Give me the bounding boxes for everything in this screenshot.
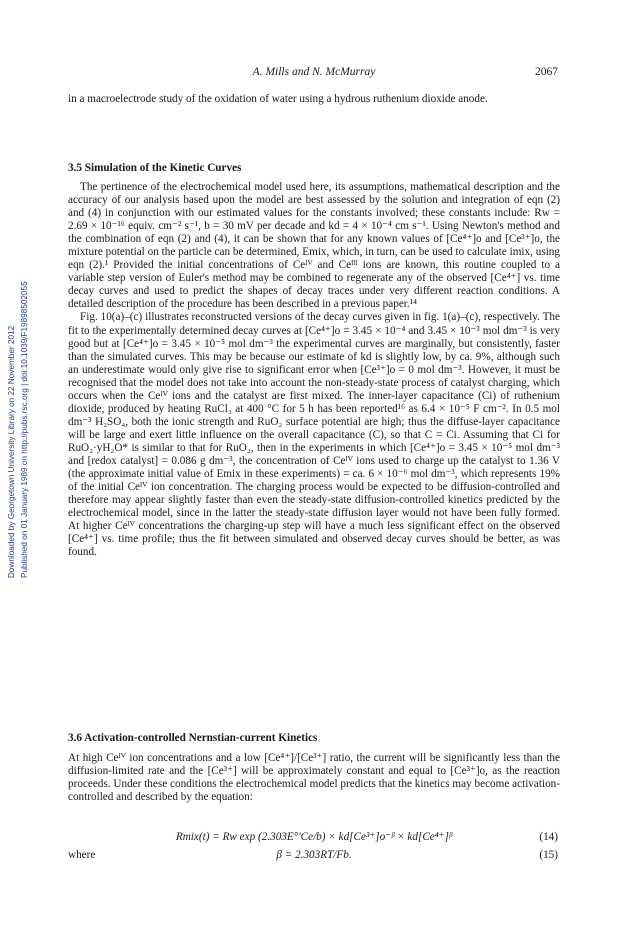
section-3-5-paragraph-2: Fig. 10(a)–(c) illustrates reconstructed versions of the decay curves given in fig. 1(a)–(c), respectively. The fit to the experimentally determined decay curves at [Ce⁴⁺]o = 3.45 × 10⁻⁴ and 3.45 × 10⁻³ mol dm⁻³ is very good but at [Ce⁴⁺]o = 3.45 × 10⁻⁵ mol dm⁻³ the experimental curves are marginally, but consistently, faster than the simulated curves. This may be because our estimate of kd is slightly low, by ca. 9%, although such an underestimate would only give rise to significant error when [Ce³⁺]o = 0 mol dm⁻³. However, it must be recognised that the model does not take into account the non-steady-state process of catalyst charging, which occurs when the Ceᴵⱽ ions and the catalyst are first mixed. The inner-layer capacitance (Ci) of ruthenium dioxide, produced by heating RuCl₃ at 400 °C for 5 h has been reported¹⁶ as 6.4 × 10⁻⁵ F cm⁻². In 0.5 mol dm⁻³ H₂SO₄, both the ionic strength and RuO₂ surface potential are high; thus the diffuse-layer capacitance will be large and exert little influence on the overall capacitance (C), so that C = Ci. Assuming that Ci for RuO₂·yH₂O* is similar to that for RuO₂, then in the experiments in which [Ce⁴⁺]o = 3.45 × 10⁻⁵ mol dm⁻³ and [redox catalyst] = 0.086 g dm⁻³, the concentration of Ceᴵⱽ ions used to charge up the catalyst to 1.36 V (the approximate initial value of Emix in these experiments) = ca. 6 × 10⁻⁶ mol dm⁻³, which represents 19% of the initial Ceᴵⱽ ion concentration. The charging process would be expected to be diffusion-controlled and therefore may appear slightly faster than even the steady-state diffusion-controlled kinetics predicted by the electrochemical model, since in the latter the steady-state diffusion layer would not have been fully formed. At higher Ceᴵⱽ concentrations the charging-up step will have a much less significant effect on the observed [Ce⁴⁺] vs. time profile; thus the fit between simulated and observed decay curves should be better, as was found. <box>68 311 560 559</box>
page-number: 2067 <box>535 66 558 78</box>
section-3-5-body <box>68 181 560 559</box>
continued-text <box>68 93 560 106</box>
running-header-authors: A. Mills and N. McMurray <box>252 66 376 78</box>
equation-number: (14) <box>539 831 558 843</box>
download-notice[interactable]: Downloaded by Georgetown University Library on 22 November 2012 <box>7 325 16 578</box>
section-3-5-paragraph-1: The pertinence of the electrochemical model used here, its assumptions, mathematical description and the accuracy of our analysis based upon the model are best assessed by the solution and integration of eqn (2) and (4) in conjunction with our estimated values for the constants involved; these constants include: Rw = 2.69 × 10⁻¹⁶ equiv. cm⁻² s⁻¹, b = 30 mV per decade and kd = 4 × 10⁻⁴ cm s⁻¹. Using Newton's method and the combination of eqn (2) and (4), it can be shown that for any known values of [Ce⁴⁺]o and [Ce³⁺]o, the mixture potential on the particle can be determined, Emix, which, in turn, can be used to calculate imix, using eqn (2).¹ Provided the initial concentrations of Ceᴵⱽ and Ceᴵᴵᴵ ions are known, this routine coupled to a variable step version of Euler's method may be combined to regenerate any of the observed [Ce⁴⁺] vs. time decay curves and used to predict the shapes of decay traces under very different reaction conditions. A detailed description of the procedure has been described in a previous paper.¹⁴ <box>68 181 560 311</box>
equation-number: (15) <box>539 849 558 861</box>
section-3-6-paragraph-1: At high Ceᴵⱽ ion concentrations and a low [Ce⁴⁺]/[Ce³⁺] ratio, the current will be significantly less than the diffusion-limited rate and the [Ce³⁺] will be approximately constant and equal to [Ce³⁺]o, as the reaction proceeds. Under these conditions the electrochemical model predicts that the kinetics may become activation-controlled and described by the equation: <box>68 752 560 804</box>
section-3-6-heading: 3.6 Activation-controlled Nernstian-current Kinetics <box>68 732 318 744</box>
equation-14 <box>68 830 560 845</box>
equation-expression: Rmix(t) = Rw exp (2.303E°′Ce/b) × kd[Ce³⁺]o⁻ᵝ × kd[Ce⁴⁺]ᵝ <box>175 831 453 843</box>
section-3-5-heading: 3.5 Simulation of the Kinetic Curves <box>68 162 242 174</box>
publication-notice[interactable]: Published on 01 January 1989 on http://pubs.rsc.org | doi:10.1039/F19898502055 <box>20 281 29 578</box>
section-3-6-body <box>68 752 560 804</box>
intro-paragraph: in a macroelectrode study of the oxidation of water using a hydrous ruthenium dioxide anode. <box>68 93 488 105</box>
equation-lead: where <box>68 849 96 861</box>
equation-expression: β = 2.303RT/Fb. <box>276 849 352 861</box>
running-header <box>68 66 560 80</box>
equation-15 <box>68 848 560 863</box>
